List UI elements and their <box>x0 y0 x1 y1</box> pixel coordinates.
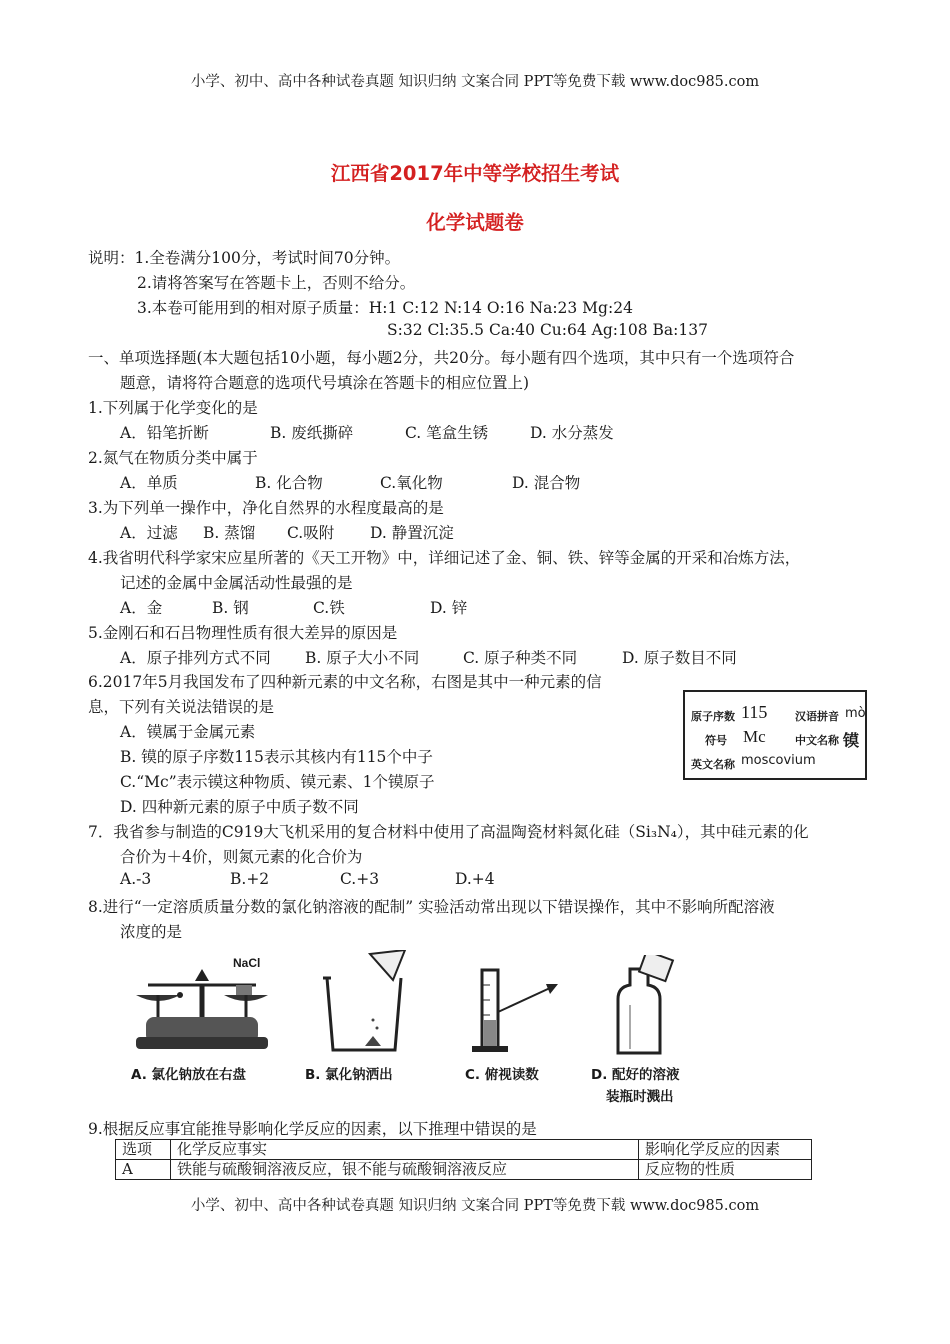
q4-option-c: C.铁 <box>313 599 345 617</box>
q5-option-a: A．原子排列方式不同 <box>120 649 271 667</box>
chinese-name: 镆 <box>843 731 860 750</box>
q6-option-b: B. 镆的原子序数115表示其核内有115个中子 <box>120 748 433 766</box>
atomic-number: 115 <box>741 702 768 722</box>
q3-option-b: B. 蒸馏 <box>203 524 256 542</box>
q3-stem: 3.为下列单一操作中，净化自然界的水程度最高的是 <box>88 499 444 517</box>
q7-option-a: A.-3 <box>120 870 152 888</box>
q6-stem: 6.2017年5月我国发布了四种新元素的中文名称，右图是其中一种元素的信 <box>88 673 602 691</box>
q1-option-d: D. 水分蒸发 <box>530 424 614 442</box>
beaker-illustration <box>315 950 420 1060</box>
note-1: 说明：1.全卷满分100分，考试时间70分钟。 <box>88 249 401 267</box>
note-2: 2.请将答案写在答题卡上，否则不给分。 <box>137 274 416 292</box>
q5-stem: 5.金刚石和石吕物理性质有很大差异的原因是 <box>88 624 398 642</box>
english-name: moscovium <box>741 753 816 768</box>
q7-option-b: B.+2 <box>230 870 270 888</box>
q5-option-d: D. 原子数目不同 <box>622 649 737 667</box>
caption-c: C. 俯视读数 <box>465 1067 539 1083</box>
note-3: 3.本卷可能用到的相对原子质量：H:1 C:12 N:14 O:16 Na:23 Mg:24 <box>137 299 633 317</box>
exam-subtitle: 化学试题卷 <box>426 211 524 234</box>
q7-stem: 7．我省参与制造的C919大飞机采用的复合材料中使用了高温陶瓷材料氮化硅（Si₃N₄），其中硅元素的化 <box>88 823 809 841</box>
section-heading: 一、单项选择题(本大题包括10小题，每小题2分，共20分。每小题有四个选项，其中只有一个选项符合 <box>88 349 795 367</box>
table-row <box>116 1160 812 1180</box>
label-english-name: 英文名称 <box>691 758 735 771</box>
row-fact: 铁能与硫酸铜溶液反应，银不能与硫酸铜溶液反应 <box>171 1160 639 1180</box>
q7-stem-cont: 合价为＋4价，则氮元素的化合价为 <box>120 848 363 866</box>
q6-option-d: D. 四种新元素的原子中质子数不同 <box>120 798 359 816</box>
q2-option-d: D. 混合物 <box>512 474 581 492</box>
q1-option-c: C. 笔盒生锈 <box>405 424 489 442</box>
row-option: A <box>116 1160 171 1180</box>
q1-option-b: B. 废纸撕碎 <box>270 424 354 442</box>
q2-stem: 2.氮气在物质分类中属于 <box>88 449 258 467</box>
q7-option-c: C.+3 <box>340 870 380 888</box>
label-symbol: 符号 <box>705 734 727 747</box>
q4-stem-cont: 记述的金属中金属活动性最强的是 <box>120 574 353 592</box>
q6-option-c: C.“Mc”表示镆这种物质、镆元素、1个镆原子 <box>120 773 435 791</box>
caption-d-line2: 装瓶时溅出 <box>606 1089 674 1105</box>
cylinder-illustration <box>458 950 568 1060</box>
q2-option-c: C.氧化物 <box>380 474 443 492</box>
caption-d-line1: D. 配好的溶液 <box>591 1067 680 1083</box>
page-header: 小学、初中、高中各种试卷真题 知识归纳 文案合同 PPT等免费下载 www.doc985.com <box>190 74 760 90</box>
q1-stem: 1.下列属于化学变化的是 <box>88 399 258 417</box>
section-heading-cont: 题意，请将符合题意的选项代号填涂在答题卡的相应位置上) <box>120 374 530 392</box>
note-4: S:32 Cl:35.5 Ca:40 Cu:64 Ag:108 Ba:137 <box>387 321 708 339</box>
page-footer: 小学、初中、高中各种试卷真题 知识归纳 文案合同 PPT等免费下载 www.doc985.com <box>190 1198 760 1214</box>
q4-option-b: B. 钢 <box>212 599 249 617</box>
q2-option-a: A．单质 <box>120 474 178 492</box>
header-factor: 影响化学反应的因素 <box>639 1140 812 1160</box>
nacl-label: NaCl <box>233 956 261 970</box>
q3-option-d: D. 静置沉淀 <box>370 524 454 542</box>
label-chinese-name: 中文名称 <box>795 734 839 747</box>
pinyin: mò <box>845 706 866 721</box>
q5-option-b: B. 原子大小不同 <box>305 649 420 667</box>
q1-option-a: A．铅笔折断 <box>120 424 209 442</box>
q4-option-d: D. 锌 <box>430 599 468 617</box>
element-info-card <box>683 690 867 780</box>
header-fact: 化学反应事实 <box>171 1140 639 1160</box>
q9-stem: 9.根据反应事宜能推导影响化学反应的因素，以下推理中错误的是 <box>88 1120 537 1138</box>
q5-option-c: C. 原子种类不同 <box>463 649 578 667</box>
q4-stem: 4.我省明代科学家宋应星所著的《天工开物》中，详细记述了金、铜、铁、锌等金属的开采和冶炼方法， <box>88 549 801 567</box>
q6-stem-cont: 息，下列有关说法错误的是 <box>88 698 275 716</box>
exam-title: 江西省2017年中等学校招生考试 <box>330 162 620 185</box>
bottle-illustration <box>600 955 690 1065</box>
q4-option-a: A．金 <box>120 599 163 617</box>
balance-illustration <box>128 955 278 1055</box>
q9-table <box>115 1139 812 1180</box>
table-header-row <box>116 1140 812 1160</box>
caption-b: B. 氯化钠洒出 <box>305 1067 393 1083</box>
q8-stem: 8.进行“一定溶质质量分数的氯化钠溶液的配制” 实验活动常出现以下错误操作，其中不影响所配溶液 <box>88 898 775 916</box>
row-factor: 反应物的性质 <box>639 1160 812 1180</box>
q2-option-b: B. 化合物 <box>255 474 323 492</box>
q3-option-a: A．过滤 <box>120 524 178 542</box>
header-option: 选项 <box>116 1140 171 1160</box>
q8-stem-cont: 浓度的是 <box>120 923 183 941</box>
label-atomic-number: 原子序数 <box>691 710 735 723</box>
element-symbol: Mc <box>743 727 766 746</box>
caption-a: A. 氯化钠放在右盘 <box>131 1067 247 1083</box>
q6-option-a: A．镆属于金属元素 <box>120 723 256 741</box>
q7-option-d: D.+4 <box>455 870 495 888</box>
label-pinyin: 汉语拼音 <box>795 710 839 723</box>
q3-option-c: C.吸附 <box>287 524 335 542</box>
